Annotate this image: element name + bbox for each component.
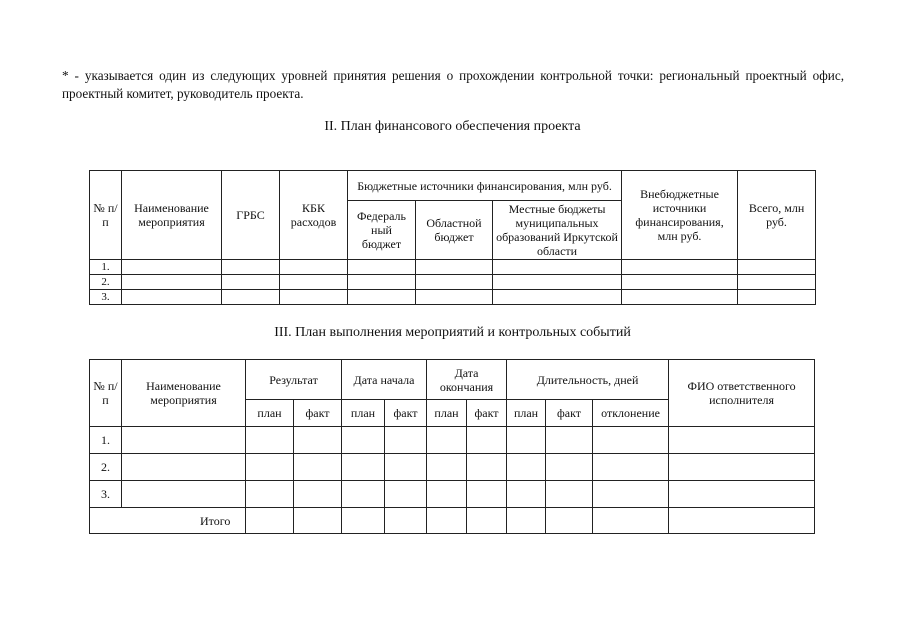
row-number: 3. [90, 290, 122, 305]
header-deviation: отклонение [593, 400, 669, 427]
header-budget-sources: Бюджетные источники финансирования, млн руб. [348, 171, 622, 201]
header-num: № п/п [90, 360, 122, 427]
table-row [90, 454, 815, 481]
header-plan: план [507, 400, 546, 427]
footnote: * - указывается один из следующих уровней принятия решения о прохождении контрольной точки: региональный проектный офис, проектный комитет, руководитель проекта. [62, 68, 844, 101]
table-row [90, 260, 816, 275]
events-plan-table [89, 359, 815, 534]
header-result: Результат [246, 360, 342, 400]
header-kbk: КБК расходов [280, 171, 348, 260]
row-number: 2. [90, 454, 122, 481]
table-row [90, 275, 816, 290]
header-plan: план [342, 400, 385, 427]
financing-plan-table [89, 170, 816, 305]
header-grbs: ГРБС [222, 171, 280, 260]
header-row [90, 171, 816, 201]
row-number: 1. [90, 427, 122, 454]
header-federal: Федераль ный бюджет [348, 201, 416, 260]
header-fact: факт [385, 400, 427, 427]
table-row [90, 427, 815, 454]
header-extrabudget: Внебюджетные источники финансирования, млн руб. [622, 171, 738, 260]
header-local: Местные бюджеты муниципальных образований Иркутской области [493, 201, 622, 260]
header-num: № п/п [90, 171, 122, 260]
row-number: 3. [90, 481, 122, 508]
total-row [90, 508, 815, 534]
header-responsible: ФИО ответственного исполнителя [669, 360, 815, 427]
header-name: Наименование мероприятия [122, 171, 222, 260]
table-row [90, 290, 816, 305]
section-2-title: II. План финансового обеспечения проекта [324, 119, 581, 134]
header-fact: факт [546, 400, 593, 427]
header-name: Наименование мероприятия [122, 360, 246, 427]
total-label: Итого [90, 508, 246, 534]
header-plan: план [427, 400, 467, 427]
header-fact: факт [467, 400, 507, 427]
header-row [90, 360, 815, 400]
header-duration: Длительность, дней [507, 360, 669, 400]
header-fact: факт [294, 400, 342, 427]
header-end-date: Дата окончания [427, 360, 507, 400]
header-total: Всего, млн руб. [738, 171, 816, 260]
header-start-date: Дата начала [342, 360, 427, 400]
header-plan: план [246, 400, 294, 427]
row-number: 1. [90, 260, 122, 275]
row-number: 2. [90, 275, 122, 290]
table-row [90, 481, 815, 508]
header-regional: Областной бюджет [416, 201, 493, 260]
section-3-title: III. План выполнения мероприятий и контрольных событий [274, 325, 631, 340]
